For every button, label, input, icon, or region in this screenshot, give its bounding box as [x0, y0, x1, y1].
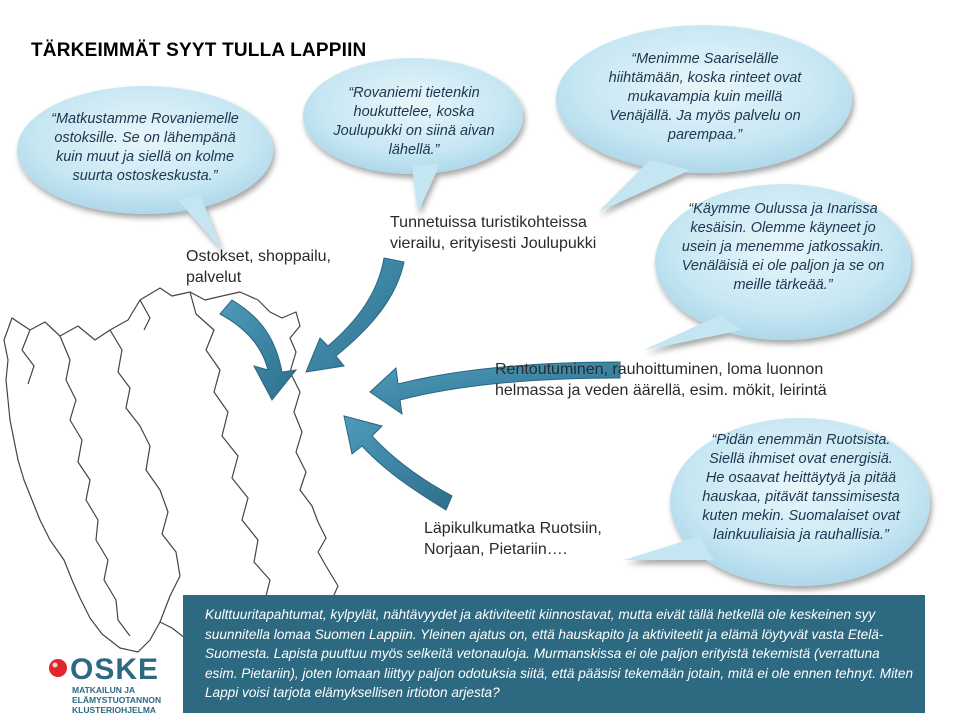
quote-santa: “Rovaniemi tietenkin houkuttelee, koska Joulupukki on siinä aivan lähellä.” — [333, 85, 495, 158]
logo-subtitle — [72, 685, 161, 715]
summary-text: Kulttuuritapahtumat, kylpylät, nähtävyydet ja aktiviteetit kiinnostavat, mutta eivät tällä hetkellä ole keskeinen syy suunnitella lomaa Suomen Lappiin. Yleinen ajatus on, että hauskapito ja aktiviteetit ja elämä löytyvät vasta Etelä-Suomesta. Lapista puuttuu myös selkeitä vetonauloja. Murmanskissa ei ole paljon erityistä tekemistä (verrattuna esim. Pietariin), joten lomaan liittyy paljon odotuksia siitä, että pääsisi tekemään jotain, mitä ei ole ennen tehnyt. Miten Lappi voisi tarjota elämyksellisen irtioton arjesta? — [205, 607, 914, 700]
label-shopping: Ostokset, shoppailu, palvelut — [186, 248, 331, 286]
quote-shopping: “Matkustamme Rovaniemelle ostoksille. Se on lähempänä kuin muut ja siellä on kolme suurta ostoskeskusta.” — [51, 111, 239, 184]
logo-name: OSKE — [70, 653, 160, 686]
page-title: TÄRKEIMMÄT SYYT TULLA LAPPIIN — [31, 40, 367, 61]
oske-logo-mark — [49, 659, 67, 677]
logo-line-2: ELÄMYSTUOTANNON — [72, 695, 162, 705]
label-attractions: Tunnetuissa turistikohteissa vierailu, erityisesti Joulupukki — [390, 214, 597, 252]
quote-saariselka: “Menimme Saariselälle hiihtämään, koska rinteet ovat mukavampia kuin meillä Venäjällä. Ja myös palvelu on parempaa.” — [608, 51, 802, 143]
label-relax: Rentoutuminen, rauhoittuminen, loma luonnon helmassa ja veden äärellä, esim. mökit, leirintä — [495, 361, 827, 399]
arrow-from-shopping — [220, 300, 296, 400]
logo-line-1: MATKAILUN JA — [72, 685, 136, 695]
quote-oulu: “Käymme Oulussa ja Inarissa kesäisin. Olemme käyneet jo usein ja menemme jatkossakin. Venäläisiä ei ole paljon ja se on meille tärkeää.” — [681, 201, 885, 293]
logo-line-3: KLUSTERIOHJELMA — [72, 705, 157, 715]
arrow-from-transit — [344, 416, 452, 510]
quote-sweden: “Pidän enemmän Ruotsista. Siellä ihmiset ovat energisiä. He osaavat heittäytyä ja pitää hauskaa, pitävät tanssimisesta kuten mekin. Suomalaiset ovat lainkuuliaisia ja rauhallisia.” — [702, 432, 900, 543]
label-transit: Läpikulkumatka Ruotsiin, Norjaan, Pietariin…. — [424, 520, 602, 558]
